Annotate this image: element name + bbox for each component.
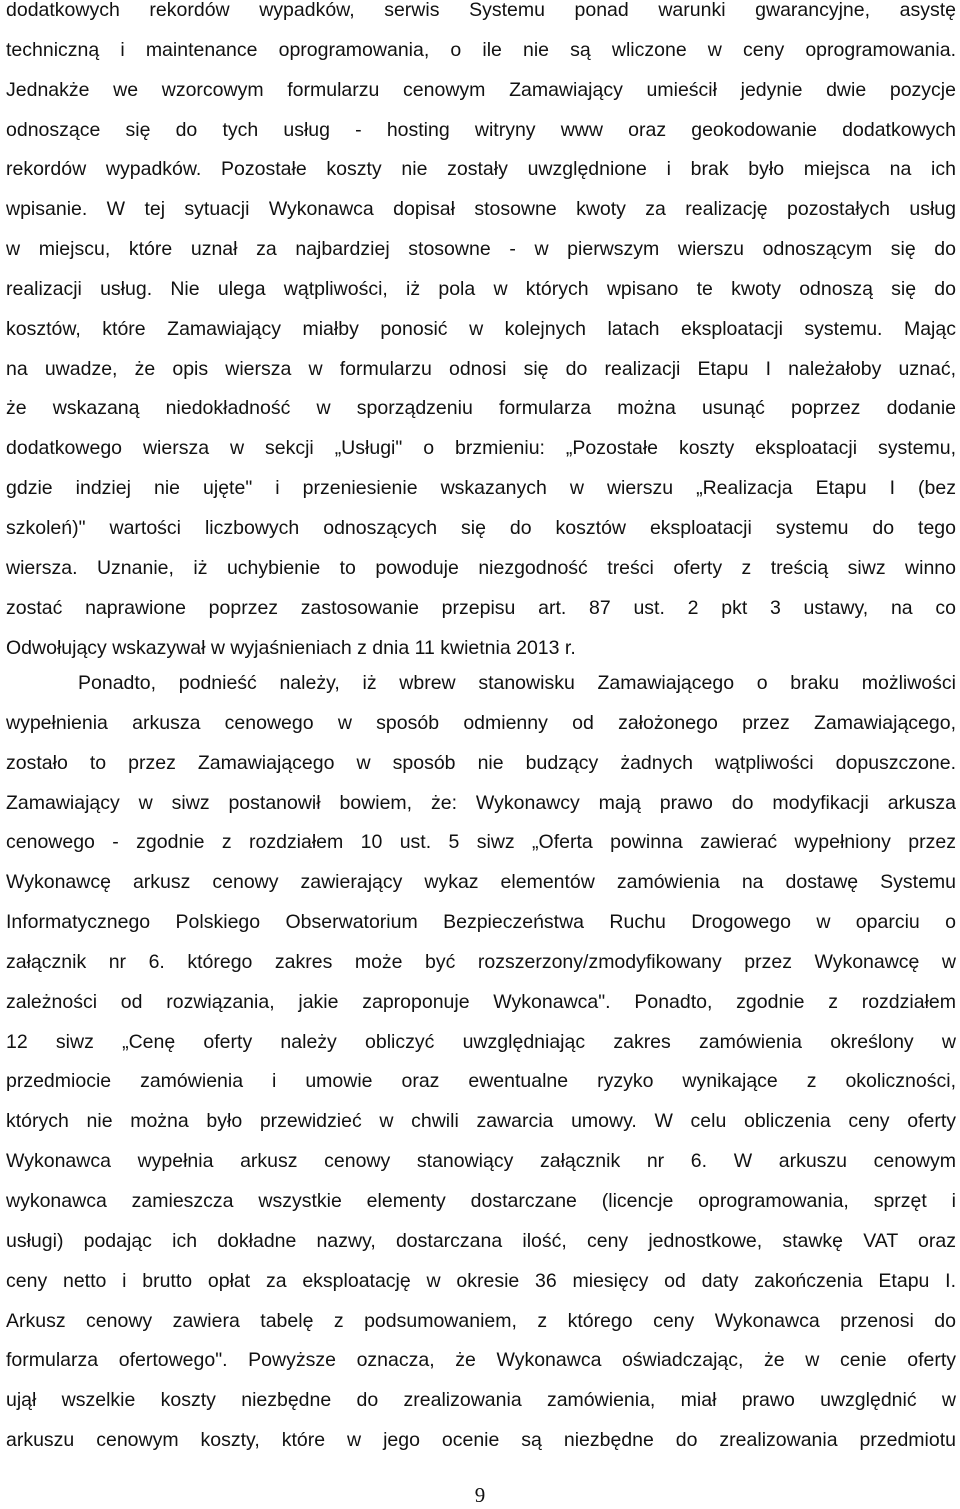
paragraph-continued [6,0,956,668]
text-line: realizacji usług. Nie ulega wątpliwości, iż pola w których wpisano te kwoty odnoszą się do [6,277,956,300]
text-line: Zamawiający w siwz postanowił bowiem, że: Wykonawcy mają prawo do modyfikacji arkusza [6,791,956,814]
text-line: na uwadze, że opis wiersza w formularzu odnosi się do realizacji Etapu I należałoby uznać, [6,357,956,380]
text-line: Informatycznego Polskiego Obserwatorium Bezpieczeństwa Ruchu Drogowego w oparciu o [6,911,956,934]
text-line: załącznik nr 6. którego zakres może być rozszerzony/zmodyfikowany przez Wykonawcę w [6,950,956,973]
text-line: zależności od rozwiązania, jakie zaproponuje Wykonawca". Ponadto, zgodnie z rozdziałem [6,990,956,1013]
text-line: Arkusz cenowy zawiera tabelę z podsumowaniem, z którego ceny Wykonawca przenosi do [6,1309,956,1332]
text-line: Jednakże we wzorcowym formularzu cenowym Zamawiający umieścił jedynie dwie pozycje [6,78,956,101]
text-line: kosztów, które Zamawiający miałby ponosić w kolejnych latach eksploatacji systemu. Mając [6,317,956,340]
text-line: zostało to przez Zamawiającego w sposób nie budzący żadnych wątpliwości dopuszczone. [6,751,956,774]
text-line: odnoszące się do tych usług - hosting witryny www oraz geokodowanie dodatkowych [6,118,956,141]
text-line: techniczną i maintenance oprogramowania, o ile nie są wliczone w ceny oprogramowania. [6,38,956,61]
text-line: Ponadto, podnieść należy, iż wbrew stanowisku Zamawiającego o braku możliwości [78,672,956,694]
text-line: usługi) podając ich dokładne nazwy, dostarczana ilość, ceny jednostkowe, stawkę VAT oraz [6,1229,956,1252]
text-line: dodatkowego wiersza w sekcji „Usługi" o brzmieniu: „Pozostałe koszty eksploatacji systemu, [6,437,956,460]
text-line: że wskazaną niedokładność w sporządzeniu formularza można usunąć poprzez dodanie [6,397,956,420]
text-line: dodatkowych rekordów wypadków, serwis Systemu ponad warunki gwarancyjne, asystę [6,0,956,21]
text-line: cenowego - zgodnie z rozdziałem 10 ust. 5 siwz „Oferta powinna zawierać wypełniony przez [6,831,956,854]
text-line: szkoleń)" wartości liczbowych odnoszących się do kosztów eksploatacji systemu do tego [6,516,956,539]
text-line: wpisanie. W tej sytuacji Wykonawca dopisał stosowne kwoty za realizację pozostałych usług [6,198,956,221]
text-line: formularza ofertowego". Powyższe oznacza, że Wykonawca oświadczając, że w cenie oferty [6,1349,956,1372]
page-number: 9 [474,1483,486,1507]
text-line: ujął wszelkie koszty niezbędne do zrealizowania zamówienia, miał prawo uwzględnić w [6,1389,956,1412]
text-line: wykonawca zamieszcza wszystkie elementy dostarczane (licencje oprogramowania, sprzęt i [6,1189,956,1212]
text-line: których nie można było przewidzieć w chwili zawarcia umowy. W celu obliczenia ceny oferty [6,1110,956,1133]
paragraph [6,664,956,1461]
text-line: Wykonawcę arkusz cenowy zawierający wykaz elementów zamówienia na dostawę Systemu [6,871,956,894]
text-line: wiersza. Uznanie, iż uchybienie to powoduje niezgodność treści oferty z treścią siwz winno [6,556,956,579]
text-line: zostać naprawione poprzez zastosowanie przepisu art. 87 ust. 2 pkt 3 ustawy, na co [6,596,956,619]
text-line: przedmiocie zamówienia i umowie oraz ewentualne ryzyko wynikające z okoliczności, [6,1070,956,1093]
text-line: wypełnienia arkusza cenowego w sposób odmienny od założonego przez Zamawiającego, [6,711,956,734]
text-line: arkuszu cenowym koszty, które w jego ocenie są niezbędne do zrealizowania przedmiotu [6,1429,956,1452]
text-line: w miejscu, które uznał za najbardziej stosowne - w pierwszym wierszu odnoszącym się do [6,238,956,261]
text-line: Wykonawca wypełnia arkusz cenowy stanowiący załącznik nr 6. W arkuszu cenowym [6,1150,956,1173]
text-line: Odwołujący wskazywał w wyjaśnieniach z dnia 11 kwietnia 2013 r. [6,636,576,659]
text-line: rekordów wypadków. Pozostałe koszty nie zostały uwzględnione i brak było miejsca na ich [6,158,956,181]
text-line: ceny netto i brutto opłat za eksploatację w okresie 36 miesięcy od daty zakończenia Etapu I. [6,1269,956,1292]
text-line: gdzie indziej nie ujęte" i przeniesienie wskazanych w wierszu „Realizacja Etapu I (bez [6,477,956,500]
text-line: 12 siwz „Cenę oferty należy obliczyć uwzględniając zakres zamówienia określony w [6,1030,956,1053]
